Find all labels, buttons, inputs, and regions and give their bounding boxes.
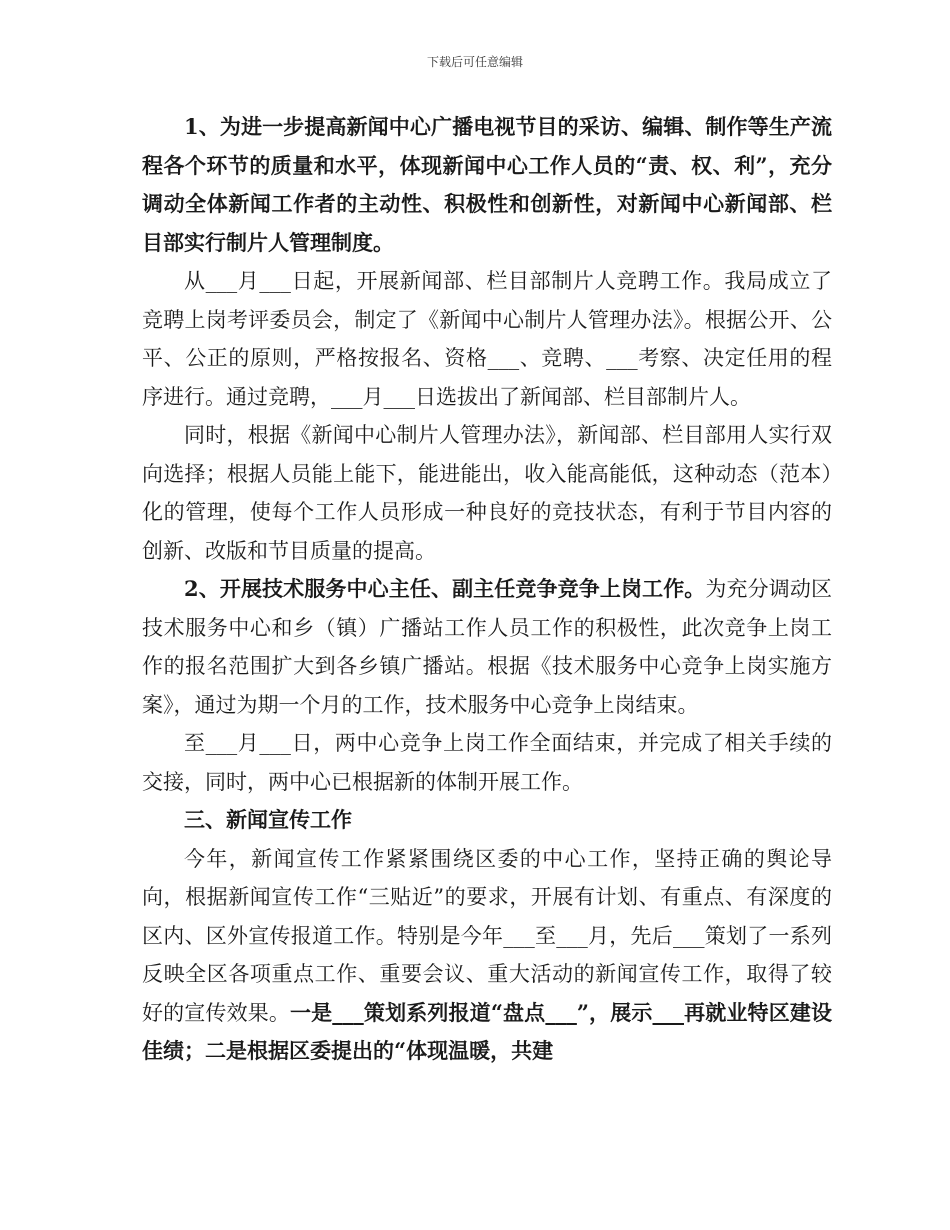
paragraph-4-bold-lead: 2、开展技术服务中心主任、副主任竞争竞争上岗工作。 [184,576,706,601]
paragraph-7 [142,840,832,1071]
paragraph-7-text: 今年，新闻宣传工作紧紧围绕区委的中心工作，坚持正确的舆论导向，根据新闻宣传工作“三贴近”的要求，开展有计划、有重点、有深度的区内、区外宣传报道工作。特别是今年___至___月，先后___策划了一系列反映全区各项重点工作、重要会议、重大活动的新闻宣传工作，取得了较好的宣传效果。 [142,846,832,1025]
paragraph-4-text: 为充分调动区技术服务中心和乡（镇）广播站工作人员工作的积极性，此次竞争上岗工作的报名范围扩大到各乡镇广播站。根据《技术服务中心竞争上岗实施方案》，通过为期一个月的工作，技术服务中心竞争上岗结束。 [142,577,832,717]
paragraph-3: 同时，根据《新闻中心制片人管理办法》，新闻部、栏目部用人实行双向选择；根据人员能上能下，能进能出，收入能高能低，这种动态（范本）化的管理，使每个工作人员形成一种良好的竞技状态，有利于节目内容的创新、改版和节目质量的提高。 [142,423,832,563]
paragraph-7-bold: 一是___策划系列报道“盘点___”，展示___再就业特区建设佳绩；二是根据区委提出的“体现温暖，共建 [142,999,832,1063]
document-body [142,108,832,1071]
page-header: 下载后可任意编辑 [426,55,523,69]
paragraph-5: 至___月___日，两中心竞争上岗工作全面结束，并完成了相关手续的交接，同时，两中心已根据新的体制开展工作。 [142,731,832,794]
section-heading-3: 三、新闻宣传工作 [184,807,352,832]
paragraph-1: 1、为进一步提高新闻中心广播电视节目的采访、编辑、制作等生产流程各个环节的质量和水平，体现新闻中心工作人员的“责、权、利”，充分调动全体新闻工作者的主动性、积极性和创新性，对新闻中心新闻部、栏目部实行制片人管理制度。 [142,114,832,255]
paragraph-4 [142,570,832,724]
paragraph-2: 从___月___日起，开展新闻部、栏目部制片人竞聘工作。我局成立了竞聘上岗考评委员会，制定了《新闻中心制片人管理办法》。根据公开、公平、公正的原则，严格按报名、资格___、竞聘、___考察、决定任用的程序进行。通过竞聘，___月___日选拔出了新闻部、栏目部制片人。 [142,269,832,409]
